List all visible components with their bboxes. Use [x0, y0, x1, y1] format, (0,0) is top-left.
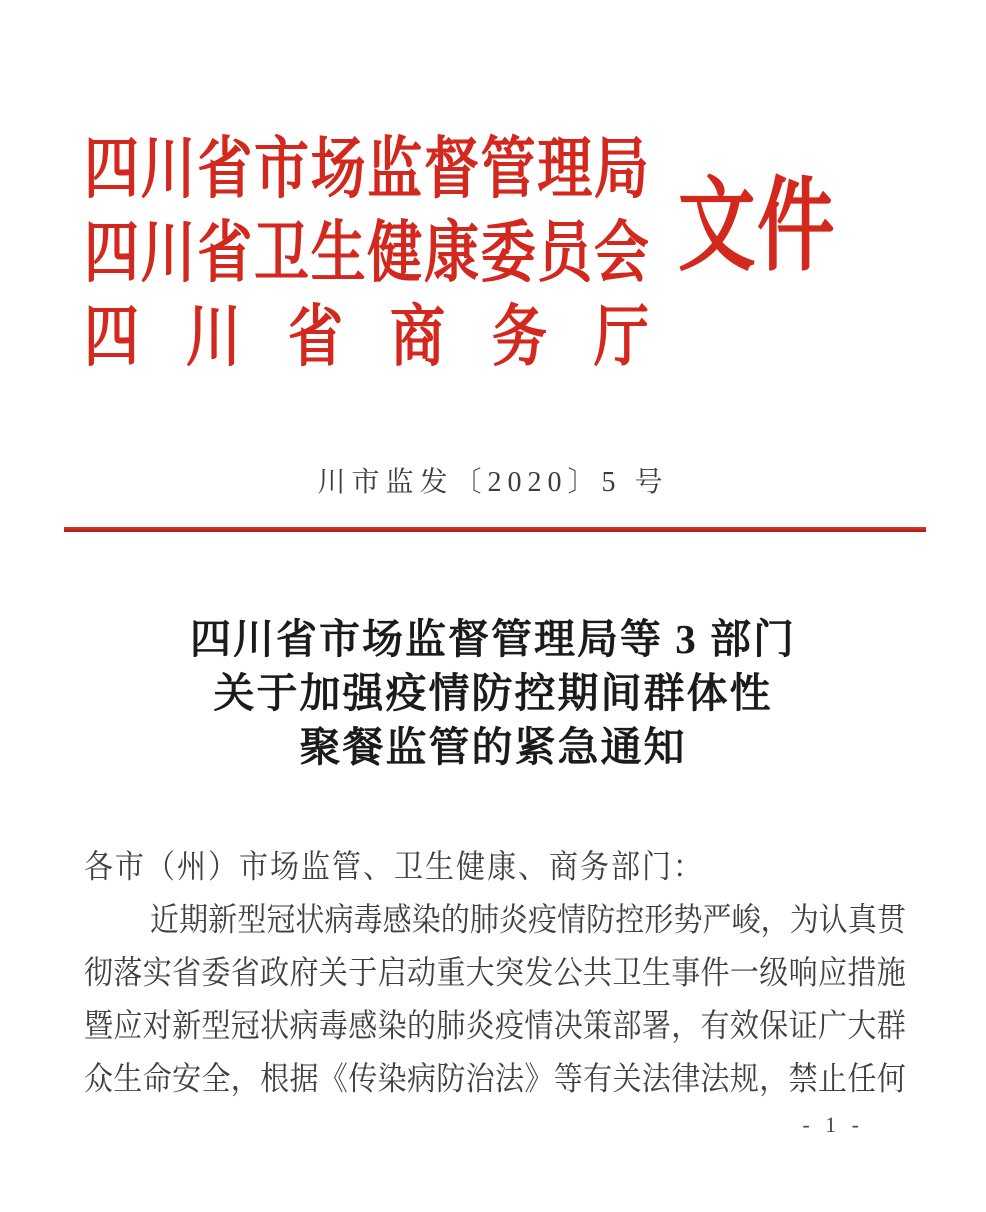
- char-glyph: 毒: [353, 902, 383, 939]
- char-glyph: 传: [348, 1061, 378, 1098]
- char-glyph: 响: [788, 955, 818, 992]
- char-glyph: 川: [140, 214, 196, 290]
- char-glyph: 众: [84, 1061, 114, 1098]
- char-glyph: 染: [411, 902, 441, 939]
- char-glyph: 级: [759, 955, 789, 992]
- char-glyph: 省: [287, 298, 343, 374]
- char-glyph: 公: [553, 955, 583, 992]
- char-glyph: 命: [142, 1061, 172, 1098]
- char-glyph: 何: [876, 1061, 906, 1098]
- char-glyph: 法: [495, 1061, 525, 1098]
- char-glyph: 件: [700, 955, 730, 992]
- char-glyph: 市: [253, 130, 309, 206]
- char-glyph: 署: [641, 1008, 671, 1045]
- char-glyph: 关: [612, 1061, 642, 1098]
- char-glyph: 防: [436, 1061, 466, 1098]
- char-glyph: 发: [524, 955, 554, 992]
- char-glyph: 应: [113, 1008, 143, 1045]
- char-glyph: 冠: [230, 1008, 260, 1045]
- issuing-org-names: [84, 120, 649, 372]
- char-glyph: 型: [201, 1008, 231, 1045]
- char-glyph: 贯: [876, 902, 906, 939]
- org-name-line-3: [84, 279, 649, 381]
- char-glyph: 新: [172, 1008, 202, 1045]
- char-glyph: 一: [729, 955, 759, 992]
- char-glyph: 监: [367, 130, 423, 206]
- char-glyph: 等: [553, 1061, 583, 1098]
- document-label: 文件: [678, 171, 837, 284]
- char-glyph: 疫: [528, 902, 558, 939]
- char-glyph: 彻: [84, 955, 114, 992]
- char-glyph: 省: [230, 955, 260, 992]
- char-glyph: 全: [201, 1061, 231, 1098]
- char-glyph: 川: [185, 298, 241, 374]
- char-glyph: 措: [847, 955, 877, 992]
- char-glyph: 务: [491, 298, 547, 374]
- title-line-2: 关于加强疫情防控期间群体性: [213, 670, 773, 716]
- char-glyph: 染: [377, 1061, 407, 1098]
- char-glyph: 突: [495, 955, 525, 992]
- char-glyph: 卫: [253, 214, 309, 290]
- char-glyph: 康: [423, 214, 479, 290]
- char-glyph: 染: [377, 1008, 407, 1045]
- char-glyph: 落: [113, 955, 143, 992]
- char-glyph: 部: [612, 1008, 642, 1045]
- title-line-3: 聚餐监管的紧急通知: [299, 724, 687, 770]
- char-glyph: 政: [260, 955, 290, 992]
- char-glyph: 状: [295, 902, 325, 939]
- char-glyph: 安: [172, 1061, 202, 1098]
- document-title: [0, 612, 986, 774]
- body-text-line-1: [150, 888, 906, 947]
- char-glyph: 认: [818, 902, 848, 939]
- char-glyph: 感: [348, 1008, 378, 1045]
- char-glyph: 严: [702, 902, 732, 939]
- char-glyph: 《: [318, 1061, 348, 1098]
- char-glyph: 状: [260, 1008, 290, 1045]
- char-glyph: 会: [593, 214, 649, 290]
- char-glyph: 管: [480, 130, 536, 206]
- char-glyph: 广: [817, 1008, 847, 1045]
- char-glyph: 府: [289, 955, 319, 992]
- char-glyph: 证: [788, 1008, 818, 1045]
- char-glyph: 理: [537, 130, 593, 206]
- char-glyph: 炎: [465, 1008, 495, 1045]
- char-glyph: 期: [179, 902, 209, 939]
- char-glyph: 川: [140, 130, 196, 206]
- char-glyph: 肺: [436, 1008, 466, 1045]
- char-glyph: 对: [142, 1008, 172, 1045]
- char-glyph: 肺: [469, 902, 499, 939]
- char-glyph: 效: [729, 1008, 759, 1045]
- char-glyph: 生: [113, 1061, 143, 1098]
- char-glyph: 的: [406, 1008, 436, 1045]
- char-glyph: 病: [406, 1061, 436, 1098]
- char-glyph: 疫: [495, 1008, 525, 1045]
- char-glyph: 局: [593, 130, 649, 206]
- char-glyph: 委: [201, 955, 231, 992]
- char-glyph: 控: [615, 902, 645, 939]
- char-glyph: 大: [465, 955, 495, 992]
- char-glyph: 型: [237, 902, 267, 939]
- char-glyph: 决: [553, 1008, 583, 1045]
- char-glyph: 省: [197, 130, 253, 206]
- char-glyph: 暨: [84, 1008, 114, 1045]
- body-text-line-2: [84, 941, 906, 1000]
- char-glyph: 商: [389, 298, 445, 374]
- char-glyph: 势: [673, 902, 703, 939]
- char-glyph: 病: [289, 1008, 319, 1045]
- char-glyph: 群: [876, 1008, 906, 1045]
- char-glyph: 感: [382, 902, 412, 939]
- char-glyph: 委: [480, 214, 536, 290]
- char-glyph: 真: [847, 902, 877, 939]
- char-glyph: 任: [847, 1061, 877, 1098]
- char-glyph: 禁: [788, 1061, 818, 1098]
- char-glyph: 据: [289, 1061, 319, 1098]
- title-line-1: 四川省市场监督管理局等 3 部门: [190, 616, 796, 662]
- char-glyph: 动: [406, 955, 436, 992]
- char-glyph: 止: [817, 1061, 847, 1098]
- char-glyph: 形: [644, 902, 674, 939]
- char-glyph: 为: [789, 902, 819, 939]
- char-glyph: ，: [759, 1061, 789, 1098]
- char-glyph: 事: [671, 955, 701, 992]
- char-glyph: 生: [641, 955, 671, 992]
- char-glyph: 厅: [593, 298, 649, 374]
- char-glyph: 大: [847, 1008, 877, 1045]
- body-text-line-4: [84, 1047, 906, 1106]
- char-glyph: 根: [260, 1061, 290, 1098]
- char-glyph: 保: [759, 1008, 789, 1045]
- char-glyph: 共: [583, 955, 613, 992]
- page-number: - 1 -: [802, 1112, 864, 1137]
- char-glyph: 四: [84, 130, 140, 206]
- char-glyph: 法: [700, 1061, 730, 1098]
- char-glyph: 毒: [318, 1008, 348, 1045]
- char-glyph: 》: [524, 1061, 554, 1098]
- char-glyph: 的: [440, 902, 470, 939]
- char-glyph: 省: [197, 214, 253, 290]
- char-glyph: 省: [172, 955, 202, 992]
- char-glyph: 卫: [612, 955, 642, 992]
- char-glyph: 律: [671, 1061, 701, 1098]
- char-glyph: 情: [524, 1008, 554, 1045]
- char-glyph: 于: [348, 955, 378, 992]
- char-glyph: 关: [318, 955, 348, 992]
- char-glyph: 冠: [266, 902, 296, 939]
- char-glyph: ，: [760, 902, 790, 939]
- char-glyph: 近: [150, 902, 180, 939]
- salutation: 各市（州）市场监管、卫生健康、商务部门：: [84, 849, 705, 886]
- char-glyph: 有: [700, 1008, 730, 1045]
- char-glyph: ，: [230, 1061, 260, 1098]
- char-glyph: 法: [641, 1061, 671, 1098]
- red-divider-line: [64, 527, 926, 532]
- char-glyph: 督: [423, 130, 479, 206]
- char-glyph: 健: [367, 214, 423, 290]
- char-glyph: 实: [142, 955, 172, 992]
- char-glyph: 有: [583, 1061, 613, 1098]
- document-body: [84, 838, 906, 1103]
- char-glyph: 施: [876, 955, 906, 992]
- char-glyph: 病: [324, 902, 354, 939]
- char-glyph: 炎: [498, 902, 528, 939]
- char-glyph: 员: [537, 214, 593, 290]
- body-text-line-3: [84, 994, 906, 1053]
- char-glyph: 启: [377, 955, 407, 992]
- char-glyph: 规: [729, 1061, 759, 1098]
- char-glyph: 策: [583, 1008, 613, 1045]
- char-glyph: 重: [436, 955, 466, 992]
- char-glyph: 防: [586, 902, 616, 939]
- char-glyph: ，: [671, 1008, 701, 1045]
- document-number: 川市监发〔2020〕5 号: [317, 467, 669, 498]
- char-glyph: 治: [465, 1061, 495, 1098]
- char-glyph: 四: [84, 214, 140, 290]
- char-glyph: 情: [557, 902, 587, 939]
- char-glyph: 生: [310, 214, 366, 290]
- char-glyph: 四: [84, 298, 140, 374]
- char-glyph: 场: [310, 130, 366, 206]
- char-glyph: 峻: [731, 902, 761, 939]
- char-glyph: 新: [208, 902, 238, 939]
- char-glyph: 应: [817, 955, 847, 992]
